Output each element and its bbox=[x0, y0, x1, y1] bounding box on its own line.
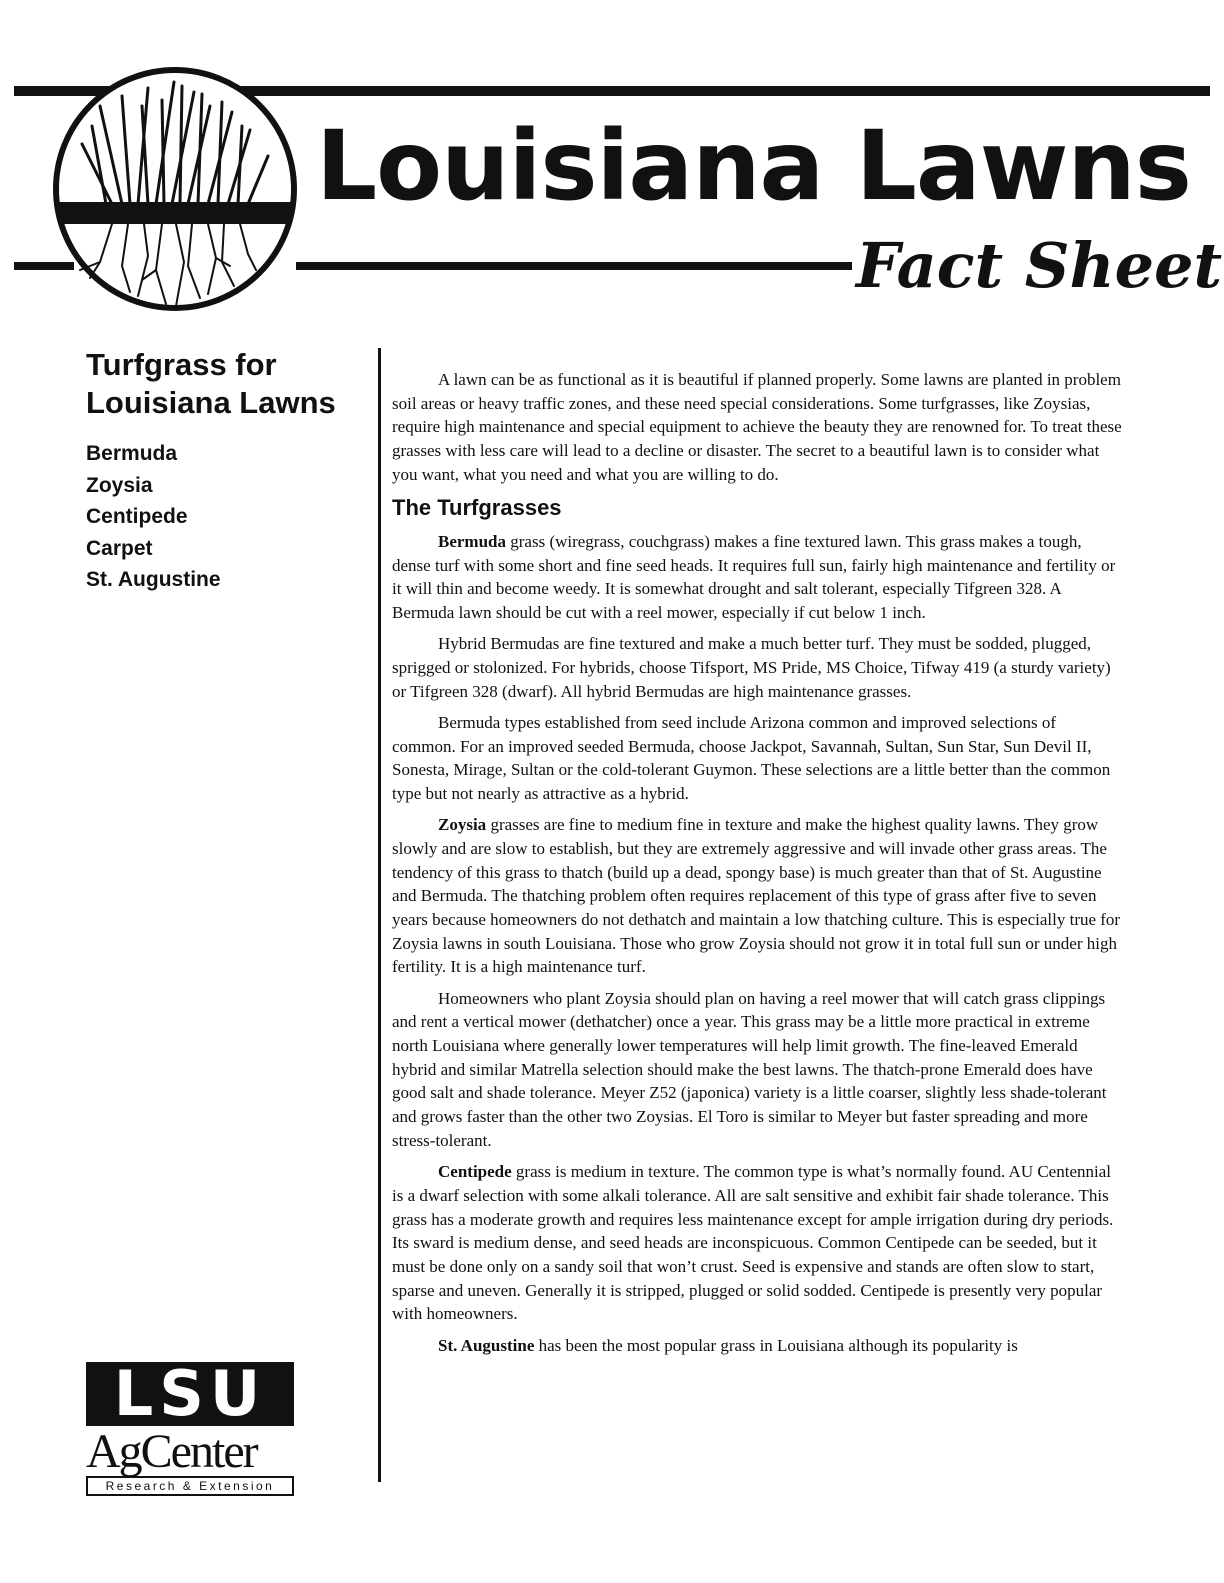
st-augustine-text: has been the most popular grass in Louisiana although its popularity is bbox=[534, 1335, 1018, 1355]
centipede-paragraph bbox=[392, 1160, 1122, 1326]
column-divider bbox=[378, 348, 381, 1482]
logo-agcenter-text: AgCenter bbox=[86, 1425, 257, 1478]
sidebar-title-line2: Louisiana Lawns bbox=[86, 385, 336, 420]
centipede-term: Centipede bbox=[438, 1162, 512, 1182]
lsu-agcenter-logo bbox=[86, 1357, 294, 1496]
topic-carpet: Carpet bbox=[86, 536, 153, 560]
sidebar-title bbox=[86, 346, 376, 422]
zoysia-owners-paragraph: Homeowners who plant Zoysia should plan on having a reel mower that will catch grass clippings and rent a vertical mower (dethatcher) once a year. This grass may be a little more practical in extreme north Louisiana where generally lower temperatures will help limit growth. The fine-leaved Emerald hybrid and similar Matrella selection should make the best lawns. The thatch-prone Emerald does have good salt and shade tolerance. Meyer Z52 (japonica) variety is a little coarser, slightly less shade-tolerant and grows faster than the other two Zoysias. El Toro is similar to Meyer but faster spreading and more stress-tolerant. bbox=[392, 988, 1107, 1150]
logo-lsu-text: LSU bbox=[113, 1357, 267, 1430]
topic-bermuda: Bermuda bbox=[86, 442, 178, 465]
section-heading: The Turfgrasses bbox=[392, 495, 562, 521]
centipede-text: grass is medium in texture. The common type is what’s normally found. AU Centennial is a dwarf selection with some alkali tolerance. All are salt sensitive and exhibit fair shade tolerance. This grass has a moderate growth and requires less maintenance except for ample irrigation during dry periods. Its sward is medium dense, and seed heads are inconspicuous. Common Centipede can be seeded, but it must be done only on a sandy soil that won’t crust. Seed is expensive and stands are often slow to start, sparse and uneven. Generally it is stripped, plugged or solid sodded. Centipede is presently very popular with homeowners. bbox=[392, 1162, 1114, 1324]
sidebar bbox=[86, 346, 376, 596]
zoysia-term: Zoysia bbox=[438, 815, 487, 835]
topic-st-augustine: St. Augustine bbox=[86, 568, 221, 591]
grass-roots-icon bbox=[52, 66, 298, 312]
intro-paragraph: A lawn can be as functional as it is beautiful if planned properly. Some lawns are planted in problem soil areas or heavy traffic zones, and these need special considerations. Some turfgrasses, like Zoysias, require high maintenance and special equipment to achieve the beauty they are renowned for. To treat these grasses with less care will lead to a decline or disaster. The secret to a beautiful lawn is to consider what you want, what you need and what you are willing to do. bbox=[392, 370, 1122, 484]
bermuda-text: grass (wiregrass, couchgrass) makes a fine textured lawn. This grass makes a tough, dense turf with some short and fine seed heads. It requires full sun, fairly high maintenance and fertility or it will thin and become weedy. It is somewhat drought and salt tolerant, especially Tifgreen 328. A Bermuda lawn should be cut with a reel mower, especially if cut below 1 inch. bbox=[392, 532, 1116, 623]
topic-zoysia: Zoysia bbox=[86, 473, 153, 497]
topic-centipede: Centipede bbox=[86, 505, 188, 528]
main-article bbox=[392, 368, 1122, 1365]
logo-research-extension-text: Research & Extension bbox=[86, 1476, 294, 1496]
st-augustine-term: St. Augustine bbox=[438, 1335, 535, 1355]
hybrid-bermuda-paragraph: Hybrid Bermudas are fine textured and make a much better turf. They must be sodded, plugged, sprigged or stolonized. For hybrids, choose Tifsport, MS Pride, MS Choice, Tifway 419 (a sturdy variety) or Tifgreen 328 (dwarf). All hybrid Bermudas are high maintenance grasses. bbox=[392, 634, 1111, 701]
st-augustine-paragraph bbox=[392, 1334, 1122, 1358]
masthead-title: Louisiana Lawns bbox=[316, 110, 1191, 222]
seeded-bermuda-paragraph: Bermuda types established from seed include Arizona common and improved selections of common. For an improved seeded Bermuda, choose Jackpot, Savannah, Sultan, Sun Star, Sun Devil II, Sonesta, Mirage, Sultan or the cold-tolerant Guymon. These selections are a little better than the common type but not nearly as attractive as a hybrid. bbox=[392, 712, 1111, 804]
zoysia-paragraph bbox=[392, 813, 1122, 979]
bermuda-paragraph bbox=[392, 530, 1122, 625]
zoysia-text: grasses are fine to medium fine in texture and make the highest quality lawns. They grow slowly and are slow to establish, but they are extremely aggressive and will invade other grass areas. The tendency of this grass to thatch (build up a dead, spongy base) is much greater than that of St. Augustine and Bermuda. The thatching problem often requires replacement of this type of grass after five to seven years because homeowners do not dethatch and maintain a low thatching culture. This is especially true for Zoysia lawns in south Louisiana. Those who grow Zoysia should not grow it in total full sun or under high fertility. It is a high maintenance turf. bbox=[392, 815, 1121, 977]
sidebar-title-line1: Turfgrass for bbox=[86, 347, 277, 382]
bermuda-term: Bermuda bbox=[438, 532, 506, 552]
masthead-subtitle: Fact Sheet bbox=[852, 235, 1224, 297]
